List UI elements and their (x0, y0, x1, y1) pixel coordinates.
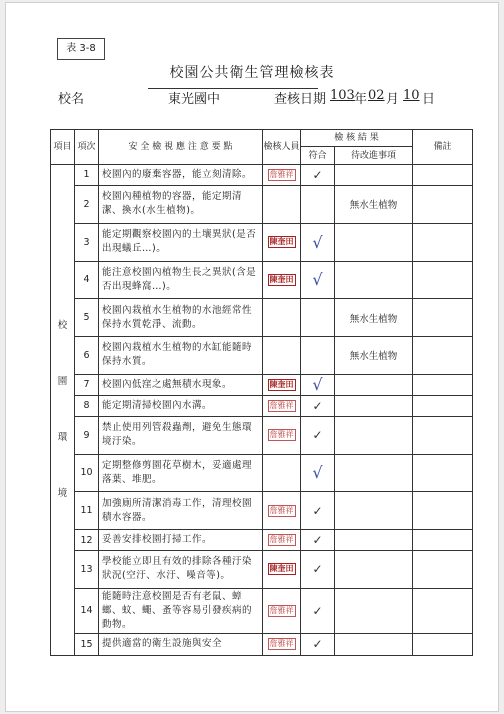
check-mark-icon: √ (312, 232, 323, 252)
row-number: 13 (75, 551, 99, 589)
row-pass (301, 633, 335, 655)
header-improve: 待改進事項 (335, 147, 413, 165)
date-year: 103 (330, 88, 355, 103)
table-row (51, 588, 473, 633)
row-improve (335, 551, 413, 589)
row-inspector (263, 185, 301, 223)
row-number: 8 (75, 395, 99, 416)
row-remark (413, 633, 473, 655)
row-improve (335, 261, 413, 299)
row-improve (335, 223, 413, 261)
row-remark (413, 551, 473, 589)
check-mark-icon: ✓ (312, 167, 323, 182)
row-number: 9 (75, 416, 99, 454)
date-month-unit: 月 (386, 92, 400, 107)
row-pass (301, 261, 335, 299)
row-improve (335, 588, 413, 633)
table-row (51, 633, 473, 655)
row-check-item: 校園內栽植水生植物的水缸能隨時保持水質。 (99, 337, 263, 375)
row-check-item: 加強廁所清潔消毒工作，清理校園積水容器。 (99, 492, 263, 530)
check-mark-icon: ✓ (312, 428, 323, 443)
row-check-item: 能注意校園內植物生長之異狀(含是否出現蜂窩…)。 (99, 261, 263, 299)
row-remark (413, 588, 473, 633)
school-info-row (58, 88, 458, 110)
date-label: 查核日期 (274, 92, 327, 107)
row-inspector (263, 395, 301, 416)
date-year-unit: 年 (354, 92, 368, 107)
row-remark (413, 337, 473, 375)
row-check-item: 禁止使用列管殺蟲劑，避免生態環境汙染。 (99, 416, 263, 454)
row-number: 11 (75, 492, 99, 530)
table-row (51, 374, 473, 395)
row-inspector (263, 223, 301, 261)
row-remark (413, 530, 473, 551)
row-remark (413, 492, 473, 530)
check-mark-icon: ✓ (312, 398, 323, 413)
date-day-unit: 日 (422, 92, 436, 107)
inspector-stamp: 詹雅祥 (269, 605, 294, 615)
table-row (51, 299, 473, 337)
row-remark (413, 454, 473, 492)
row-inspector (263, 530, 301, 551)
row-check-item: 校園內的廢棄容器，能立刻清除。 (99, 165, 263, 186)
row-check-item: 能定期清掃校園內水溝。 (99, 395, 263, 416)
check-mark-icon: ✓ (312, 562, 323, 577)
inspector-stamp: 陳奎田 (269, 274, 294, 284)
table-row (51, 165, 473, 186)
row-check-item: 定期整修剪園花草樹木，妥適處理落葉、堆肥。 (99, 454, 263, 492)
inspector-stamp: 詹雅祥 (269, 535, 294, 545)
row-pass (301, 374, 335, 395)
row-pass (301, 337, 335, 375)
row-inspector (263, 165, 301, 186)
row-pass (301, 492, 335, 530)
table-row (51, 551, 473, 589)
row-check-item: 校園內低窪之處無積水現象。 (99, 374, 263, 395)
row-pass (301, 165, 335, 186)
row-inspector (263, 492, 301, 530)
header-item: 項目 (51, 130, 75, 165)
table-row (51, 261, 473, 299)
row-inspector (263, 299, 301, 337)
row-inspector (263, 261, 301, 299)
document-title: 校園公共衛生管理檢核表 (169, 65, 335, 81)
row-check-item: 學校能立即且有效的排除各種汙染狀況(空汙、水汙、噪音等)。 (99, 551, 263, 589)
row-number: 15 (75, 633, 99, 655)
row-improve: 無水生植物 (335, 299, 413, 337)
check-mark-icon: ✓ (312, 603, 323, 618)
date-day: 10 (403, 88, 420, 103)
row-pass (301, 454, 335, 492)
row-pass (301, 416, 335, 454)
inspector-stamp: 詹雅祥 (269, 639, 294, 649)
date-month: 02 (368, 88, 385, 103)
header-inspector: 檢核人員 (263, 130, 301, 165)
inspector-stamp: 詹雅祥 (269, 400, 294, 410)
row-inspector (263, 551, 301, 589)
school-name: 東光國中 (168, 92, 221, 107)
row-inspector (263, 633, 301, 655)
table-row (51, 492, 473, 530)
row-number: 5 (75, 299, 99, 337)
check-mark-icon: ✓ (312, 637, 323, 652)
header-check-items: 安 全 檢 視 應 注 意 要 點 (99, 130, 263, 165)
row-pass (301, 588, 335, 633)
table-row (51, 185, 473, 223)
inspector-stamp: 陳奎田 (269, 237, 294, 247)
check-mark-icon: √ (312, 270, 323, 290)
row-improve: 無水生植物 (335, 337, 413, 375)
row-remark (413, 416, 473, 454)
table-row (51, 530, 473, 551)
row-pass (301, 223, 335, 261)
inspector-stamp: 陳奎田 (269, 564, 294, 574)
row-improve (335, 395, 413, 416)
header-seq: 項次 (75, 130, 99, 165)
row-improve (335, 492, 413, 530)
row-number: 10 (75, 454, 99, 492)
row-improve (335, 374, 413, 395)
row-number: 3 (75, 223, 99, 261)
table-row (51, 395, 473, 416)
inspector-stamp: 詹雅祥 (269, 430, 294, 440)
row-remark (413, 165, 473, 186)
row-pass (301, 299, 335, 337)
table-row (51, 337, 473, 375)
row-number: 2 (75, 185, 99, 223)
row-check-item: 校園內種植物的容器，能定期清潔、換水(水生植物)。 (99, 185, 263, 223)
row-inspector (263, 454, 301, 492)
inspector-stamp: 詹雅祥 (269, 505, 294, 515)
row-number: 6 (75, 337, 99, 375)
row-check-item: 校園內栽植水生植物的水池經常性保持水質乾淨、流動。 (99, 299, 263, 337)
row-check-item: 提供適當的衛生設施與安全 (99, 633, 263, 655)
row-inspector (263, 588, 301, 633)
row-improve (335, 416, 413, 454)
row-remark (413, 261, 473, 299)
check-mark-icon: ✓ (312, 533, 323, 548)
row-inspector (263, 337, 301, 375)
row-check-item: 能隨時注意校園是否有老鼠、蟑螂、蚊、蠅、蚤等容易引發疾病的動物。 (99, 588, 263, 633)
row-inspector (263, 374, 301, 395)
table-body (51, 165, 473, 656)
row-number: 1 (75, 165, 99, 186)
row-remark (413, 185, 473, 223)
row-check-item: 能定期觀察校園內的土壤異狀(是否出現蟻丘…)。 (99, 223, 263, 261)
row-number: 4 (75, 261, 99, 299)
school-label: 校名 (58, 92, 85, 107)
check-mark-icon: ✓ (312, 503, 323, 518)
row-improve (335, 454, 413, 492)
row-pass (301, 395, 335, 416)
header-pass: 符合 (301, 147, 335, 165)
header-remark: 備註 (413, 130, 473, 165)
row-improve (335, 165, 413, 186)
row-improve (335, 530, 413, 551)
row-inspector (263, 416, 301, 454)
row-pass (301, 530, 335, 551)
row-number: 12 (75, 530, 99, 551)
row-pass (301, 551, 335, 589)
row-number: 7 (75, 374, 99, 395)
header-result: 檢 核 結 果 (301, 130, 413, 147)
inspection-table (50, 129, 473, 656)
row-improve: 無水生植物 (335, 185, 413, 223)
row-improve (335, 633, 413, 655)
table-row (51, 416, 473, 454)
table-row (51, 454, 473, 492)
row-remark (413, 374, 473, 395)
category-cell: 校 園 環 境 (51, 165, 75, 656)
check-mark-icon: √ (312, 375, 323, 395)
row-number: 14 (75, 588, 99, 633)
row-remark (413, 299, 473, 337)
row-remark (413, 223, 473, 261)
row-pass (301, 185, 335, 223)
row-remark (413, 395, 473, 416)
form-number-box: 表 3-8 (57, 38, 105, 60)
inspector-stamp: 陳奎田 (269, 379, 294, 389)
check-mark-icon: √ (312, 463, 323, 483)
table-row (51, 223, 473, 261)
inspector-stamp: 詹雅祥 (269, 169, 294, 179)
row-check-item: 妥善安排校園打掃工作。 (99, 530, 263, 551)
